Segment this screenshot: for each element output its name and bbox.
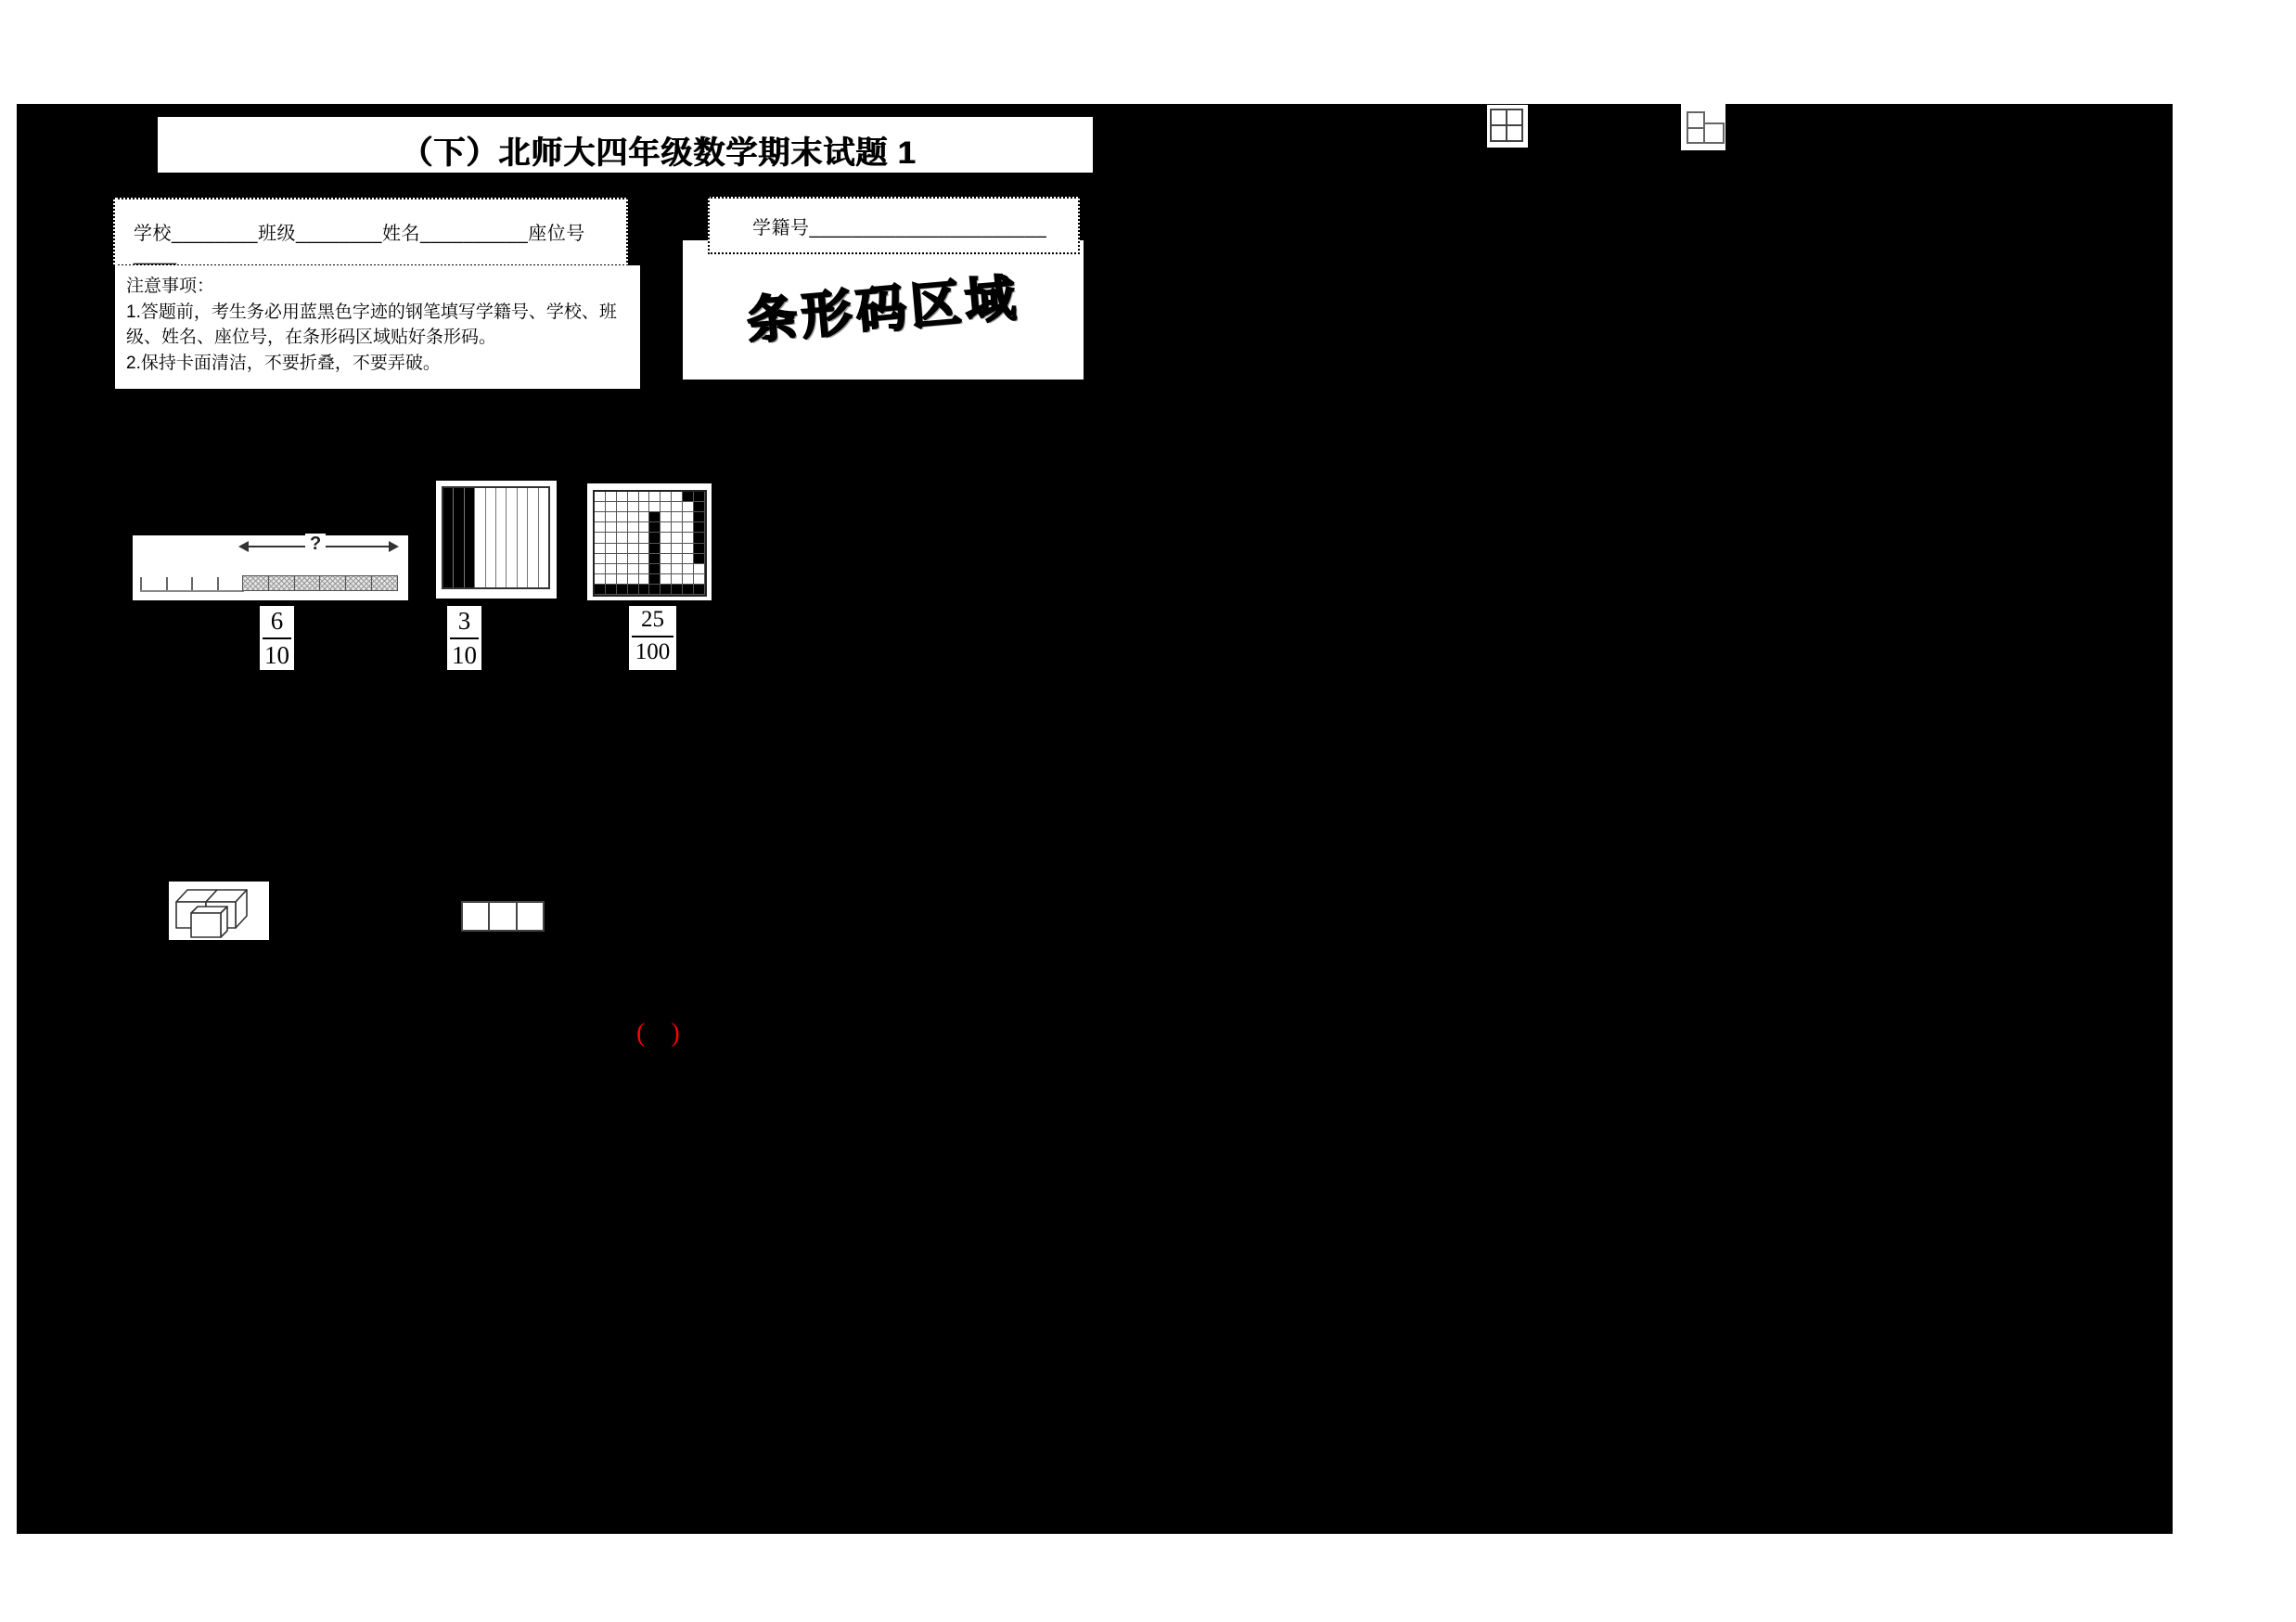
grid-cell [595,533,606,543]
grid-cell [661,522,672,533]
grid-cell [628,512,639,522]
tape-diagram [133,535,408,600]
question-mark-label: ? [305,534,326,555]
grid-cell [617,544,628,554]
grid-2x2-icon [1487,105,1528,148]
page-title: （下）北师大四年级数学期末试题 1 [401,135,917,171]
grid-cell [672,544,683,554]
grid-cell [672,574,683,585]
grid-cell [649,564,661,574]
grid-cell [639,522,650,533]
grid-cell [661,574,672,585]
grid-cell [661,585,672,595]
grid-cell [649,522,661,533]
title-box [158,117,1093,173]
grid-cell [683,522,694,533]
grid-cell [639,502,650,512]
grid-cell [683,585,694,595]
grid-cell [683,564,694,574]
tenth-strip [454,488,464,587]
grid-cell [649,492,661,502]
grid-cell [649,512,661,522]
grid-cell [661,512,672,522]
tenth-strip [443,488,454,587]
tenth-strip [475,488,485,587]
tenth-strip [465,488,475,587]
three-square-strip-figure [461,901,545,932]
tenths-strip-frame [442,486,550,589]
grid-cell [639,554,650,564]
grid-cell [661,533,672,543]
grid-cell [683,512,694,522]
grid-cell [683,574,694,585]
student-id-line: 学籍号______________________ [752,218,1047,238]
grid-cell [595,544,606,554]
grid-cell [661,564,672,574]
tenth-strip [528,488,538,587]
student-id-box [708,197,1080,254]
grid-cell [617,502,628,512]
grid-cell [694,512,705,522]
grid-cell [595,554,606,564]
grid-cell [672,512,683,522]
grid-cell [683,544,694,554]
strip-cell [518,903,543,930]
grid-cell [606,512,617,522]
grid-cell [649,502,661,512]
grid-cell [606,564,617,574]
grid-cell [639,492,650,502]
grid-cell [661,544,672,554]
grid-cell [694,492,705,502]
grid-cell [617,492,628,502]
grid-cell [595,502,606,512]
grid-cell [649,585,661,595]
grid-cell [672,502,683,512]
tape-shaded-segments [243,575,398,591]
grid-cell [661,502,672,512]
grid-cell [628,533,639,543]
grid-cell [683,492,694,502]
grid-cell [683,533,694,543]
grid-cell [694,564,705,574]
tape-tick [191,577,193,590]
grid-cell [639,533,650,543]
grid-cell [595,522,606,533]
grid-cell [617,533,628,543]
tape-shaded-cell [319,575,346,591]
two-by-two-squares-figure [1487,105,1528,148]
fraction-twentyfive-hundredths [629,606,676,670]
grid-cell [639,585,650,595]
grid-cell [628,544,639,554]
tape-shaded-cell [242,575,269,591]
grid-cell [628,554,639,564]
barcode-area [683,240,1084,380]
grid-cell [595,574,606,585]
grid-cell [606,574,617,585]
grid-cell [639,574,650,585]
arrowhead-left-icon [238,541,249,552]
fraction-numerator: 6 [263,607,291,639]
grid-cell [628,502,639,512]
grid-cell [683,554,694,564]
l-shape-icon [1681,104,1725,150]
grid-cell [628,574,639,585]
grid-cell [617,512,628,522]
grid-cell [639,564,650,574]
fraction-denominator: 10 [452,641,477,670]
tenth-strip [486,488,496,587]
notice-item-1: 1.答题前，考生务必用蓝黑色字迹的钢笔填写学籍号、学校、班级、姓名、座位号，在条形码区域贴好条形码。 [126,302,617,348]
school-class-name-seat-line: 学校________班级________姓名__________座位号____ [134,224,585,265]
grid-cell [649,574,661,585]
grid-cell [628,585,639,595]
grid-cell [694,544,705,554]
tape-shaded-cell [268,575,295,591]
grid-cell [694,574,705,585]
notice-item-2: 2.保持卡面清洁，不要折叠，不要弄破。 [126,353,441,373]
grid-cell [672,522,683,533]
grid-cell [606,585,617,595]
tape-tick [166,577,168,590]
fraction-three-tenths [447,606,481,670]
hundredths-grid-frame [593,490,707,597]
grid-cell [661,492,672,502]
grid-cell [694,502,705,512]
cube-stack-figure [169,882,269,940]
grid-cell [694,522,705,533]
tenth-strip [518,488,528,587]
notice-box [115,265,640,389]
notice-heading: 注意事项： [126,277,215,296]
grid-cell [595,585,606,595]
arrowhead-right-icon [389,541,399,552]
grid-cell [694,533,705,543]
grid-cell [639,544,650,554]
grid-cell [672,585,683,595]
grid-cell [649,533,661,543]
grid-cell [661,554,672,564]
grid-cell [595,492,606,502]
grid-cell [672,533,683,543]
grid-cell [595,512,606,522]
grid-cell [617,522,628,533]
tape-shaded-cell [345,575,372,591]
grid-cell [672,554,683,564]
fraction-denominator: 10 [264,641,289,670]
grid-cell [606,554,617,564]
tenth-strip [539,488,548,587]
grid-cell [617,554,628,564]
tenth-strip [507,488,517,587]
student-info-box [113,198,628,266]
fraction-numerator: 3 [450,607,479,639]
grid-cell [606,533,617,543]
grid-cell [628,564,639,574]
grid-cell [639,512,650,522]
grid-cell [649,544,661,554]
answer-blank-parentheses: ( ) [636,1019,680,1048]
grid-cell [694,585,705,595]
tape-open-segments [140,576,244,592]
grid-cell [617,564,628,574]
grid-cell [628,522,639,533]
grid-cell [606,522,617,533]
tape-tick [217,577,219,590]
grid-cell [606,492,617,502]
grid-cell [606,544,617,554]
tape-shaded-cell [294,575,321,591]
grid-cell [672,564,683,574]
fraction-six-tenths [260,606,294,670]
grid-cell [628,492,639,502]
grid-cell [694,554,705,564]
grid-cell [606,502,617,512]
hundredths-grid-diagram [587,483,712,600]
grid-cell [672,492,683,502]
barcode-area-label: 条形码区域 [744,270,1022,350]
tenth-strip [496,488,507,587]
grid-cell [595,564,606,574]
fraction-denominator: 100 [635,638,671,664]
cubes-isometric-icon [169,882,269,940]
strip-cell [463,903,490,930]
grid-cell [683,502,694,512]
tape-shaded-cell [371,575,398,591]
grid-cell [617,585,628,595]
tenths-strip-diagram [436,481,557,599]
tape-tick [140,577,142,590]
grid-cell [649,554,661,564]
l-shape-squares-figure [1681,104,1725,150]
fraction-numerator: 25 [632,607,673,637]
strip-cell [490,903,517,930]
grid-cell [617,574,628,585]
